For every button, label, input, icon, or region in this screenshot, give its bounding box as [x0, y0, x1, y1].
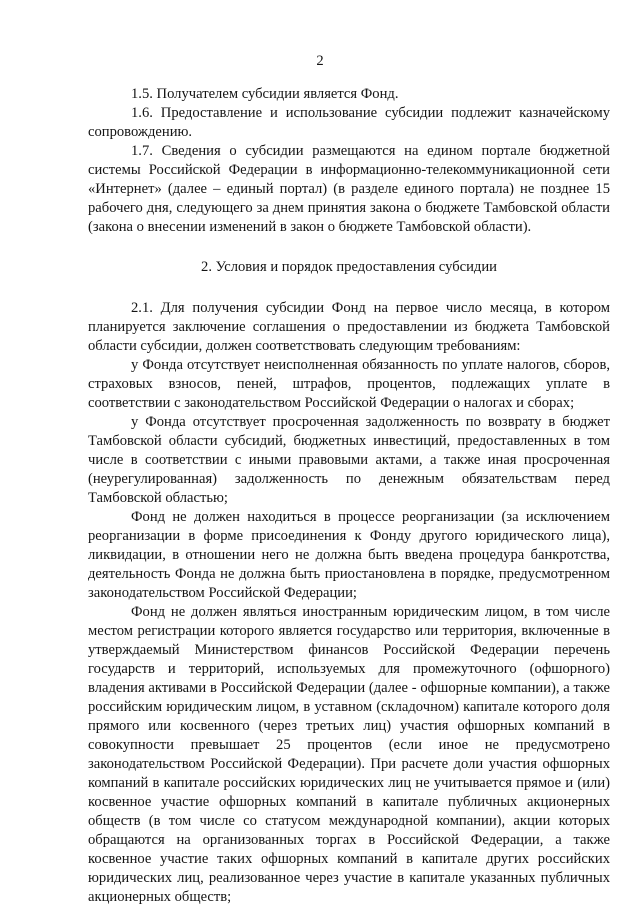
paragraph-1-7: 1.7. Сведения о субсидии размещаются на едином портале бюджетной системы Российской Федерации в информационно-телекоммуникационной сети «Интернет» (далее – единый портал) (в разделе единого портала) не позднее 15 рабочего дня, следующего за днем принятия закона о бюджете Тамбовской области (закона о внесении изменений в закон о бюджете Тамбовской области).: [88, 143, 610, 235]
requirement-no-tax-debt: у Фонда отсутствует неисполненная обязанность по уплате налогов, сборов, страховых взносов, пеней, штрафов, процентов, подлежащих уплате в соответствии с законодательством Российской Федерации о налогах и сборах;: [88, 357, 610, 411]
requirement-not-foreign-entity: Фонд не должен являться иностранным юридическим лицом, в том числе местом регистрации которого является государство или территория, включенные в утверждаемый Министерством финансов Российской Федерации перечень государств и территорий, используемых для промежуточного (офшорного) владения активами в Российской Федерации (далее - офшорные компании), а также российским юридическим лицом, в уставном (складочном) капитале которого доля прямого или косвенного (через третьих лиц) участия офшорных компаний в совокупности превышает 25 процентов (если иное не предусмотрено законодательством Российской Федерации). При расчете доли участия офшорных компаний в капитале российских юридических лиц не учитывается прямое и (или) косвенное участие офшорных компаний в капитале публичных акционерных обществ (в том числе со статусом международной компании), акции которых обращаются на организованных торгах в Российской Федерации, а также косвенное участие таких офшорных компаний в капитале других российских юридических лиц, реализованное через участие в капитале указанных публичных акционерных обществ;: [88, 604, 610, 905]
requirement-no-overdue-debt: у Фонда отсутствует просроченная задолженность по возврату в бюджет Тамбовской области субсидий, бюджетных инвестиций, предоставленных в том числе в соответствии с иными правовыми актами, а также иная просроченная (неурегулированная) задолженность по денежным обязательствам перед Тамбовской областью;: [88, 414, 610, 506]
paragraph-2-1: 2.1. Для получения субсидии Фонд на первое число месяца, в котором планируется заключение соглашения о предоставлении из бюджета Тамбовской области субсидии, должен соответствовать следующим требованиям:: [88, 300, 610, 354]
document-body: [88, 85, 610, 907]
page-number: 2: [316, 53, 324, 69]
section-2-title: 2. Условия и порядок предоставления субсидии: [201, 259, 497, 275]
paragraph-1-5: 1.5. Получателем субсидии является Фонд.: [131, 86, 399, 102]
paragraph-1-6: 1.6. Предоставление и использование субсидии подлежит казначейскому сопровождению.: [88, 105, 610, 140]
requirement-no-reorganization: Фонд не должен находиться в процессе реорганизации (за исключением реорганизации в форме присоединения к Фонду другого юридического лица), ликвидации, в отношении него не должна быть введена процедура банкротства, деятельность Фонда не должна быть приостановлена в порядке, предусмотренном законодательством Российской Федерации;: [88, 509, 610, 601]
